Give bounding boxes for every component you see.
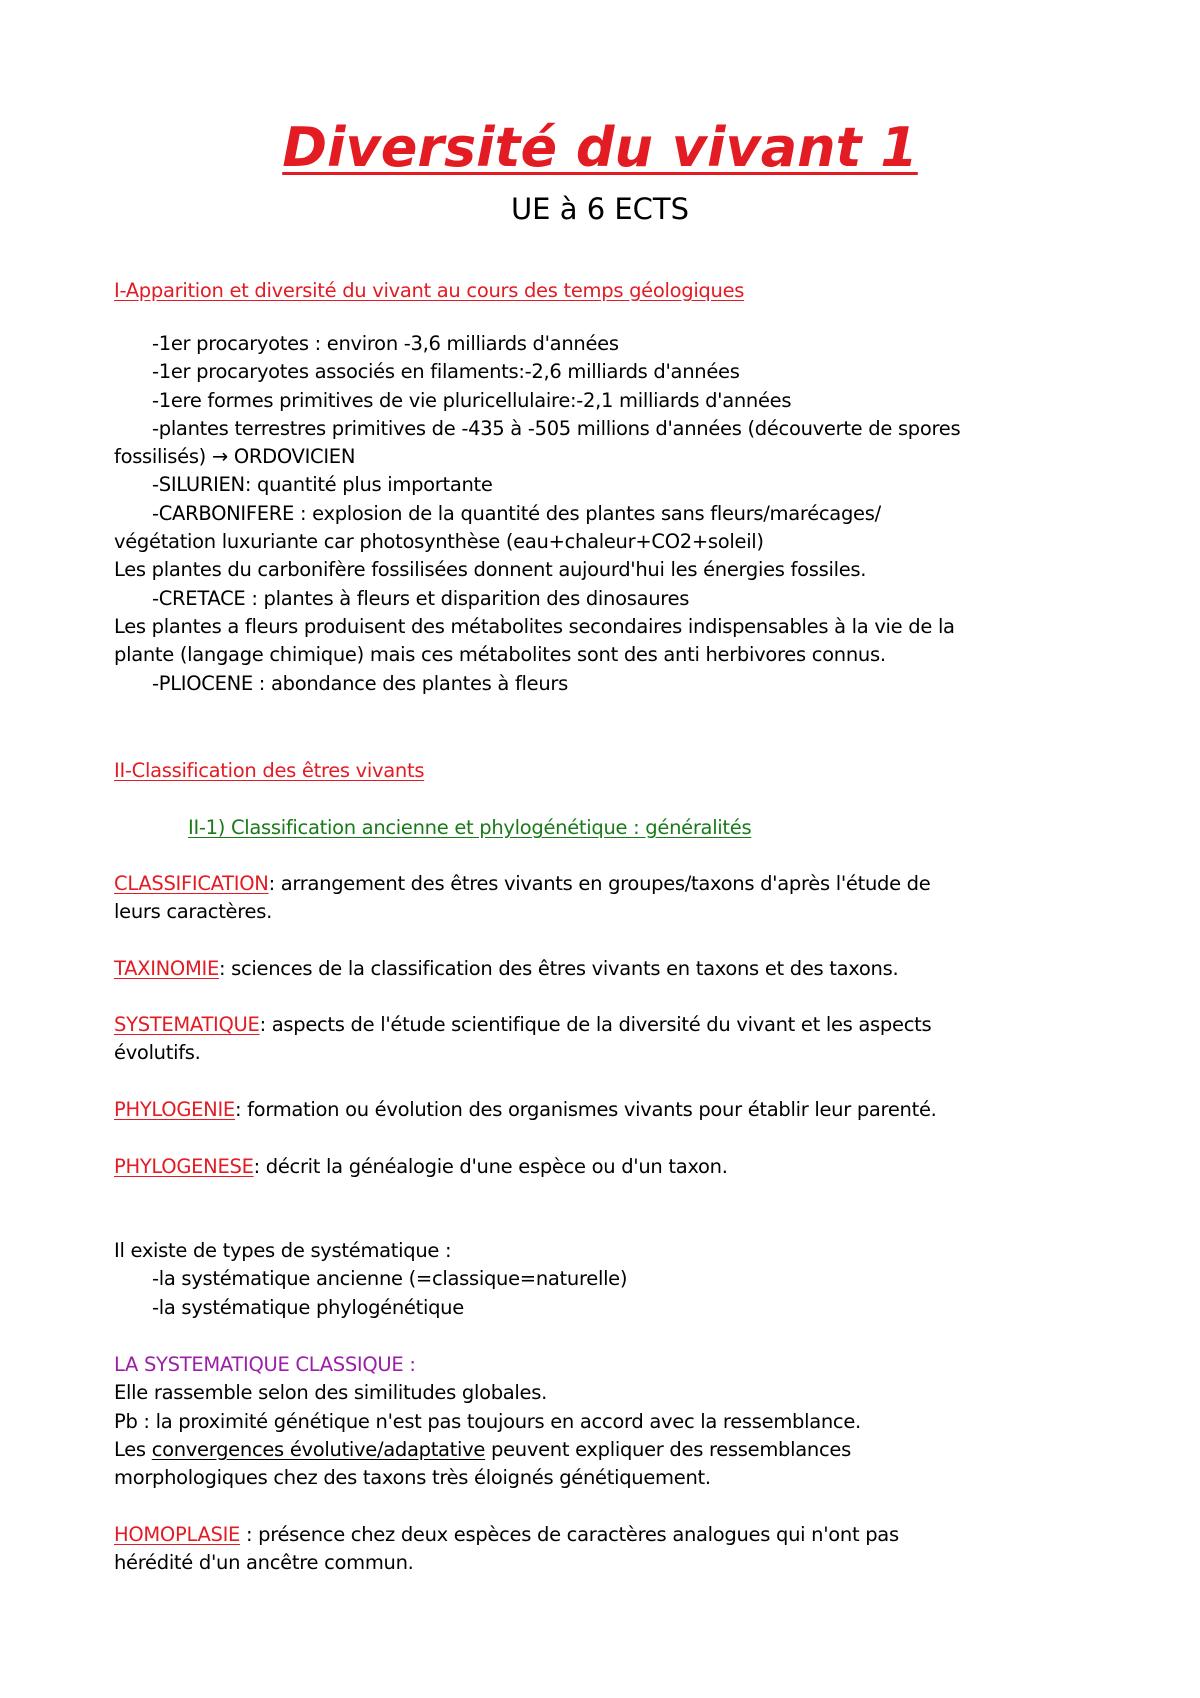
list-item: -la systématique phylogénétique <box>152 1295 464 1319</box>
definition-phylogenie <box>114 1096 1094 1124</box>
underlined-phrase: convergences évolutive/adaptative <box>151 1437 486 1461</box>
text-line: -CARBONIFERE : explosion de la quantité des plantes sans fleurs/marécages/ <box>152 501 881 525</box>
definition-phylogenese <box>114 1153 1094 1181</box>
text-line: -1er procaryotes : environ -3,6 milliards d'années <box>152 332 619 355</box>
text-fragment: peuvent expliquer des ressemblances <box>485 1437 851 1461</box>
term-phylogenese: PHYLOGENESE <box>114 1155 254 1178</box>
text-line: -PLIOCENE : abondance des plantes à fleurs <box>152 671 568 695</box>
list-item: -la systématique ancienne (=classique=naturelle) <box>152 1267 628 1291</box>
term-classification: CLASSIFICATION <box>114 872 269 895</box>
definition-classification <box>114 870 1094 927</box>
definition-text: : formation ou évolution des organismes vivants pour établir leur parenté. <box>234 1098 937 1121</box>
text-line: Elle rassemble selon des similitudes globales. <box>114 1381 548 1405</box>
definition-text: : arrangement des êtres vivants en groupes/taxons d'après l'étude de <box>268 872 931 895</box>
systematique-classique <box>114 1351 1094 1492</box>
text-line: Les plantes du carbonifère fossilisées donnent aujourd'hui les énergies fossiles. <box>114 558 867 582</box>
definition-systematique <box>114 1011 1094 1068</box>
definition-taxinomie <box>114 955 1094 983</box>
text-line: végétation luxuriante car photosynthèse (eau+chaleur+CO2+soleil) <box>114 530 764 554</box>
document-subtitle: UE à 6 ECTS <box>510 192 690 226</box>
text-line: morphologiques chez des taxons très éloignés génétiquement. <box>114 1466 711 1490</box>
classique-heading: LA SYSTEMATIQUE CLASSIQUE : <box>114 1353 416 1376</box>
types-intro: Il existe de types de systématique : <box>114 1239 452 1262</box>
term-phylogenie: PHYLOGENIE <box>114 1098 235 1121</box>
definition-homoplasie <box>114 1521 1094 1578</box>
section-1-body <box>114 330 1094 698</box>
text-line: Les plantes a fleurs produisent des métabolites secondaires indispensables à la vie de la <box>114 614 955 638</box>
text-fragment: Les <box>114 1437 152 1461</box>
definition-text: : présence chez deux espèces de caractères analogues qui n'ont pas <box>240 1523 899 1546</box>
types-list <box>114 1237 1094 1322</box>
text-line: Pb : la proximité génétique n'est pas toujours en accord avec la ressemblance. <box>114 1409 861 1433</box>
text-line: -plantes terrestres primitives de -435 à -505 millions d'années (découverte de spores <box>152 416 961 440</box>
text-line: -SILURIEN: quantité plus importante <box>152 473 493 497</box>
document-title: Diversité du vivant 1 <box>282 116 918 179</box>
text-line: plante (langage chimique) mais ces métabolites sont des anti herbivores connus. <box>114 643 886 667</box>
section-1-title: I-Apparition et diversité du vivant au cours des temps géologiques <box>114 279 745 302</box>
definition-text: évolutifs. <box>114 1041 201 1065</box>
term-taxinomie: TAXINOMIE <box>114 957 219 980</box>
term-homoplasie: HOMOPLASIE <box>114 1523 241 1546</box>
text-line: -1ere formes primitives de vie pluricellulaire:-2,1 milliards d'années <box>152 388 792 412</box>
definition-text: hérédité d'un ancêtre commun. <box>114 1551 414 1575</box>
text-line: fossilisés) → ORDOVICIEN <box>114 445 356 469</box>
definition-text: : sciences de la classification des êtres vivants en taxons et des taxons. <box>218 957 899 980</box>
definition-text: : décrit la généalogie d'une espèce ou d'un taxon. <box>253 1155 728 1178</box>
text-line: -1er procaryotes associés en filaments:-2,6 milliards d'années <box>152 360 740 384</box>
definition-text: : aspects de l'étude scientifique de la diversité du vivant et les aspects <box>259 1013 932 1036</box>
definition-text: leurs caractères. <box>114 900 272 924</box>
section-2-title: II-Classification des êtres vivants <box>114 759 425 782</box>
section-2-1-title: II-1) Classification ancienne et phylogénétique : généralités <box>188 816 752 839</box>
text-line: -CRETACE : plantes à fleurs et disparition des dinosaures <box>152 586 690 610</box>
term-systematique: SYSTEMATIQUE <box>114 1013 260 1036</box>
